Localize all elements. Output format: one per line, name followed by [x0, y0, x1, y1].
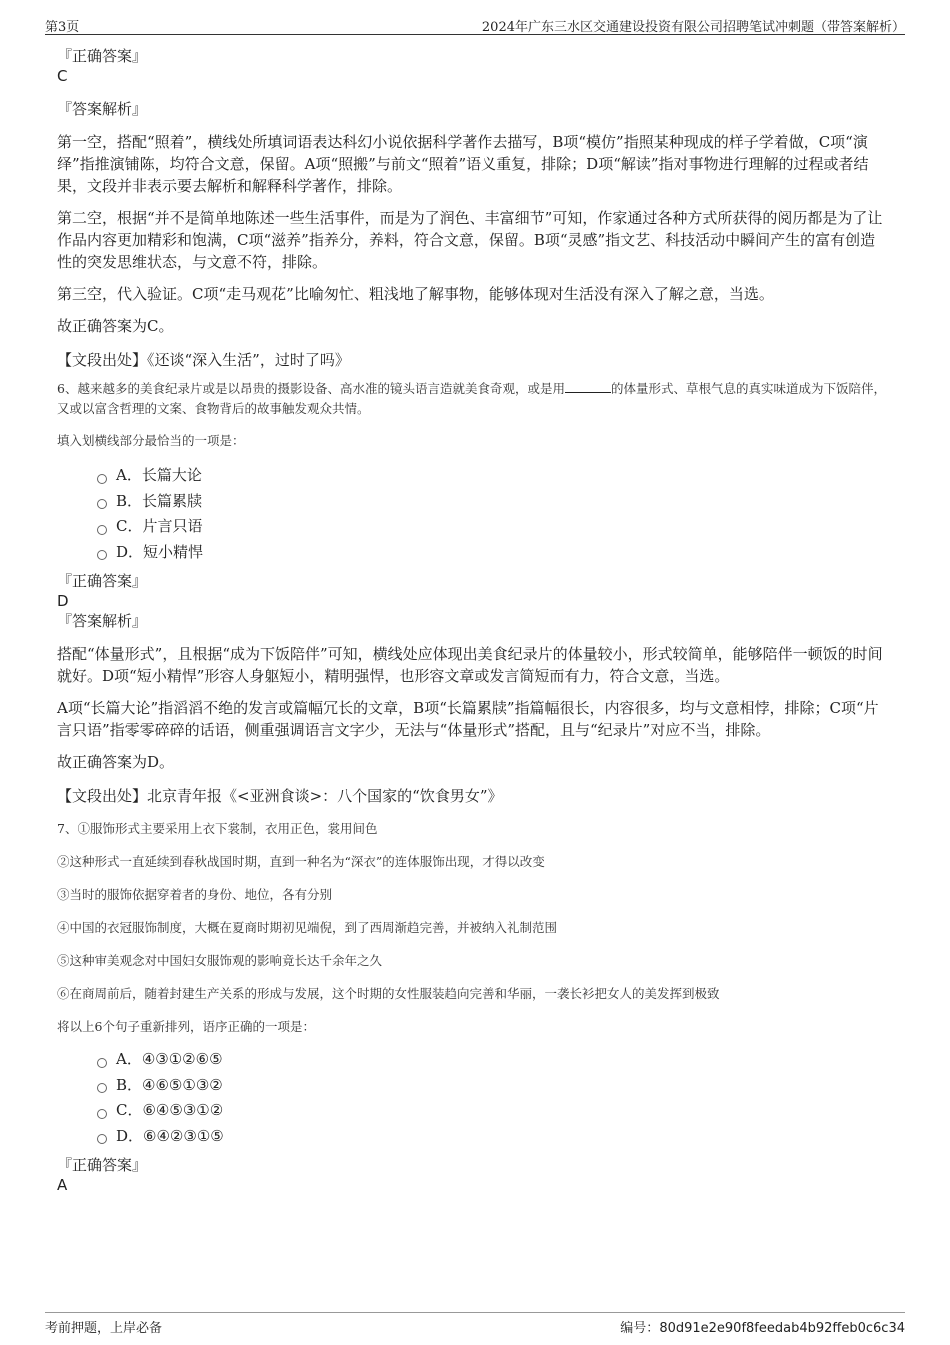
- source-label: 【文段出处】: [57, 787, 148, 805]
- radio-icon[interactable]: [97, 1058, 107, 1068]
- radio-icon[interactable]: [97, 1109, 107, 1119]
- footer-slogan: 考前押题，上岸必备: [45, 1321, 163, 1336]
- correct-answer-value: D: [57, 592, 69, 610]
- option-b[interactable]: [97, 489, 887, 515]
- correct-answer-label: 『正确答案』: [57, 572, 148, 590]
- sentence: ②这种形式一直延续到春秋战国时期，直到一种名为“深衣”的连体服饰出现，才得以改变: [57, 854, 545, 869]
- option-text: ⑥④⑤③①②: [142, 1101, 224, 1120]
- analysis-paragraph: 搭配“体量形式”，且根据“成为下饭陪伴”可知，横线处应体现出美食纪录片的体量较小，形式较简单，能够陪伴一顿饭的时间就好。D项“短小精悍”形容人身躯短小，精明强悍，也形容文章或发言简短而有力，符合文意，当选。: [57, 645, 883, 685]
- source-line: [57, 785, 887, 807]
- document-code: [620, 1317, 905, 1336]
- correct-answer-label: 『正确答案』: [57, 1156, 148, 1174]
- fill-blank: [565, 380, 611, 393]
- sentence: ④中国的衣冠服饰制度，大概在夏商时期初见端倪，到了西周渐趋完善，并被纳入礼制范围: [57, 920, 558, 935]
- analysis-paragraph: 第三空，代入验证。C项“走马观花”比喻匆忙、粗浅地了解事物，能够体现对生活没有深入了解之意，当选。: [57, 285, 774, 303]
- code-value: 80d91e2e90f8feedab4b92ffeb0c6c34: [659, 1321, 905, 1336]
- option-text: 长篇累牍: [142, 491, 203, 510]
- page-number: 第3页: [45, 20, 80, 35]
- option-c[interactable]: [97, 1098, 887, 1124]
- document-title: 2024年广东三水区交通建设投资有限公司招聘笔试冲刺题（带答案解析）: [481, 20, 905, 35]
- question-7: [57, 819, 887, 1195]
- source-text: 北京青年报《<亚洲食谈>：八个国家的“饮食男女”》: [147, 787, 503, 805]
- radio-icon[interactable]: [97, 1134, 107, 1144]
- prev-answer-block: [57, 46, 887, 371]
- page-header: [45, 14, 905, 35]
- correct-answer-label: 『正确答案』: [57, 47, 148, 65]
- option-c[interactable]: [97, 514, 887, 540]
- option-letter: D．: [116, 542, 144, 561]
- correct-answer-value: A: [57, 1176, 68, 1194]
- option-letter: C．: [116, 1101, 143, 1120]
- page-footer: [45, 1312, 905, 1337]
- sentence: 7、①服饰形式主要采用上衣下裳制，衣用正色，裳用间色: [57, 821, 378, 836]
- option-text: 短小精悍: [143, 542, 204, 561]
- source-text: 《还谈“深入生活”，过时了吗》: [147, 351, 350, 369]
- sentence: ⑥在商周前后，随着封建生产关系的形成与发展，这个时期的女性服装趋向完善和华丽，一袭长衫把女人的美发挥到极致: [57, 986, 720, 1001]
- page-content: [57, 44, 887, 1195]
- options-list: [97, 1047, 887, 1149]
- option-letter: C．: [116, 517, 143, 536]
- option-text: ④⑥⑤①③②: [142, 1075, 223, 1094]
- analysis-conclusion: 故正确答案为C。: [57, 317, 174, 335]
- radio-icon[interactable]: [97, 499, 107, 509]
- code-label: 编号：: [620, 1321, 660, 1336]
- question-stem: [57, 379, 887, 419]
- radio-icon[interactable]: [97, 525, 107, 535]
- analysis-paragraph: A项“长篇大论”指滔滔不绝的发言或篇幅冗长的文章，B项“长篇累牍”指篇幅很长，内容很多，均与文意相悖，排除；C项“片言只语”指零零碎碎的话语，侧重强调语言文字少，无法与“体量形式”搭配，且与“纪录片”对应不当，排除。: [57, 699, 879, 739]
- option-letter: D．: [116, 1126, 144, 1145]
- analysis-label: 『答案解析』: [57, 612, 148, 630]
- option-d[interactable]: [97, 540, 887, 566]
- stem-before: 6、越来越多的美食纪录片或是以昂贵的摄影设备、高水准的镜头语言造就美食奇观，或是用: [57, 381, 565, 396]
- source-label: 【文段出处】: [57, 351, 148, 369]
- option-text: ④③①②⑥⑤: [141, 1050, 223, 1069]
- option-letter: B．: [116, 1075, 143, 1094]
- correct-answer-value: C: [57, 67, 68, 85]
- option-text: 长篇大论: [141, 466, 202, 485]
- option-b[interactable]: [97, 1073, 887, 1099]
- radio-icon[interactable]: [97, 550, 107, 560]
- option-a[interactable]: [97, 1047, 887, 1073]
- options-list: [97, 463, 887, 565]
- sentence: ⑤这种审美观念对中国妇女服饰观的影响竟长达千余年之久: [57, 953, 383, 968]
- option-text: ⑥④②③①⑤: [143, 1126, 224, 1145]
- analysis-conclusion: 故正确答案为D。: [57, 753, 175, 771]
- question-6: [57, 379, 887, 807]
- analysis-paragraph: 第一空，搭配“照着”，横线处所填词语表达科幻小说依据科学著作去描写，B项“模仿”指照某种现成的样子学着做，C项“演绎”指推演铺陈，均符合文意，保留。A项“照搬”与前文“照着”语义重复，排除；D项“解读”指对事物进行理解的过程或者结果，文段并非表示要去解析和解释科学著作，排除。: [57, 133, 869, 195]
- option-d[interactable]: [97, 1124, 887, 1150]
- radio-icon[interactable]: [97, 1083, 107, 1093]
- question-instruction: 将以上6个句子重新排列，语序正确的一项是：: [57, 1019, 315, 1034]
- option-letter: B．: [116, 491, 143, 510]
- question-instruction: 填入划横线部分最恰当的一项是：: [57, 433, 245, 448]
- stem-after: 的体量形式、草根气息的真实味道成为下饭陪伴，又或以富含哲理的文案、食物背后的故事触发观众共情。: [57, 381, 886, 416]
- sentence: ③当时的服饰依据穿着者的身份、地位，各有分别: [57, 887, 333, 902]
- radio-icon[interactable]: [97, 474, 107, 484]
- option-text: 片言只语: [142, 517, 203, 536]
- analysis-paragraph: 第二空，根据“并不是简单地陈述一些生活事件，而是为了润色、丰富细节”可知，作家通过各种方式所获得的阅历都是为了让作品内容更加精彩和饱满，C项“滋养”指养分，养料，符合文意，保留。B项“灵感”指文艺、科技活动中瞬间产生的富有创造性的突发思维状态，与文意不符，排除。: [57, 209, 883, 271]
- source-line: [57, 349, 887, 371]
- analysis-label: 『答案解析』: [57, 100, 148, 118]
- option-letter: A．: [116, 466, 142, 485]
- option-a[interactable]: [97, 463, 887, 489]
- option-letter: A．: [116, 1050, 142, 1069]
